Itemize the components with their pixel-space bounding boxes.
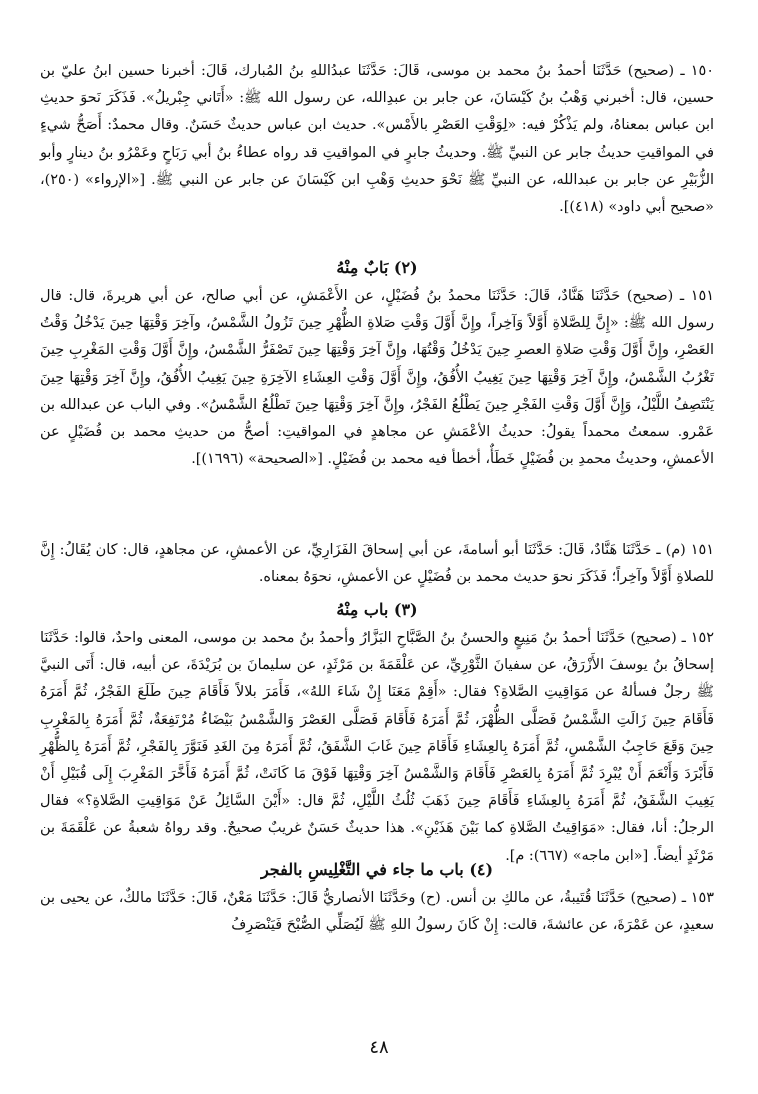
hadith-150: ١٥٠ ـ (صحيح) حَدَّثَنَا أحمدُ بنُ محمد بن موسى، قَالَ: حَدَّثَنَا عبدُاللهِ بنُ المُبارك، قَالَ: أخبرنا حسين ابنُ عليّ بن حسين، قال: أخبرني وَهْبُ بنُ كَيْسَانَ، عن جابر بن عبدِالله، عن رسول الله ﷺ: «أَتَاني جِبْريلُ». فَذَكَرَ نَحوَ حديثِ ابن عباس بمعناهُ، ولم يَذْكُرْ فيه: «لِوَقْتِ العَصْرِ بالأَمْس». حديث ابن عباس حديثٌ حَسَنٌ. وقال محمدٌ: أَصَحُّ شيءٍ في المواقيتِ حديثُ جابر عن النبيِّ ﷺ. وحديثُ جابرٍ في المواقيتِ قد رواه عطاءُ بنُ أبي رَبَاحٍ وعَمْرُو بنُ دينارٍ وأبو الزُّبَيْرِ عن جابر بن عبدالله، عن النبيِّ ﷺ نَحْوَ حديثِ وَهْبِ ابن كَيْسَانَ عن جابر عن النبي ﷺ. [«الإرواء» (٢٥٠)، «صحيح أبي داود» (٤١٨)]. (40, 63, 714, 216)
hadith-151: ١٥١ ـ (صحيح) حَدَّثَنَا هَنَّادٌ، قَالَ: حَدَّثَنَا محمدُ بنُ فُضَيْلٍ، عن الأَعْمَشِ، عن أبي صالح، عن أبي هريرةَ، قال: قال رسول الله ﷺ: «إِنَّ لِلصَّلاةِ أَوَّلاً وَآخِراً، وإِنَّ أَوَّلَ وَقْتِ صَلاةِ الظُّهْرِ حِينَ تَزُولُ الشَّمْسُ، وآخِرَ وَقْتِهَا حِينَ يَدْخُلُ وَقْتُ العَصْرِ، وإِنَّ أَوَّلَ وَقْتِ صَلاةِ العصرِ حِينَ يَدْخُلُ وَقْتُهَا، وإِنَّ آخِرَ وَقْتِهَا حِينَ تَصْفَرُّ الشَّمْسُ، وإِنَّ أَوَّلَ وَقْتِ المَغْرِبِ حِينَ تَغْرُبُ الشَّمْسُ، وإِنَّ آخِرَ وَقْتِهَا حِينَ يَغِيبُ الأُفُقُ، وإِنَّ أَوَّلَ وَقْتِ العِشَاءِ الآخِرَةِ حِينَ يَغِيبُ الأُفُقُ، وإِنَّ آخِرَ وَقْتِهَا حِينَ يَنْتَصِفُ اللَّيْلُ، وَإِنَّ أَوَّلَ وَقْتِ الفَجْرِ حِينَ يَطْلُعُ الفَجْرُ، وإِنَّ آخِرَ وَقْتِهَا حِينَ تَطْلُعُ الشَّمْسُ». وفي الباب عن عبدالله بن عَمْرو. سمعتُ محمداً يقولُ: حديثُ الأعْمَشِ عن مجاهدٍ في المواقيتِ: أصحُّ من حديثِ محمد بن فُضَيْلٍ عن الأعمشِ، وحديثُ محمدِ بن فُضَيْلٍ خَطَأٌ، أخطأ فيه محمد بن فُضَيْلٍ. [«الصحيحة» (١٦٩٦)]. (40, 288, 714, 468)
hadith-153: ١٥٣ ـ (صحيح) حَدَّثَنَا قُتَيبةُ، عن مالكِ بن أنس. (ح) وحَدَّثَنَا الأنصاريُّ قَالَ: حَدَّثَنَا مَعْنٌ، قَالَ: حَدَّثَنَا مالكٌ، عن يحيى بن سعيدٍ، عن عَمْرَةَ، عن عائشةَ، قالت: إِنْ كَانَ رسولُ اللهِ ﷺ لَيُصَلِّي الصُّبْحَ فَيَنْصَرِفُ (40, 890, 714, 934)
chapter-heading-3: (٣) باب مِنْهُ (336, 600, 418, 619)
chapter-heading-4: (٤) باب ما جاء في التَّغْلِيسِ بالفجر (260, 860, 494, 879)
hadith-152: ١٥٢ ـ (صحيح) حَدَّثَنَا أحمدُ بنُ مَنِيعٍ والحسنُ بنُ الصَّبَّاحِ البَزَّارُ وأحمدُ بنُ محمد بن موسى، المعنى واحدٌ، قالوا: حَدَّثَنَا إسحاقُ بنُ يوسفَ الأَزْرَقُ، عن سفيانَ الثَّوْرِيِّ، عن عَلْقَمَةَ بن مَرْثَدٍ، عن سليمانَ بن بُرَيْدَةَ، عن أبيه، قال: أَتَى النبيَّ ﷺ رجلٌ فسألهُ عن مَوَاقِيتِ الصَّلاةِ؟ فقال: «أَقِمْ مَعَنَا إِنْ شَاءَ اللهُ»، فَأَمَرَ بلالاً فَأَقَامَ حِينَ طَلَعَ الفَجْرُ، ثُمَّ أَمَرَهُ فَأَقَامَ حِينَ زَالَتِ الشَّمْسُ فَصَلَّى الظُّهْرَ، ثُمَّ أَمَرَهُ فَأَقَامَ فَصَلَّى العَصْرَ وَالشَّمْسُ بَيْضَاءُ مُرْتَفِعَةٌ، ثُمَّ أَمَرَهُ بِالمَغْرِبِ حِينَ وَقَعَ حَاجِبُ الشَّمْسِ، ثُمَّ أَمَرَهُ بِالعِشَاءِ فَأَقَامَ حِينَ غَابَ الشَّفَقُ، ثُمَّ أَمَرَهُ مِنَ الغَدِ فَنَوَّرَ بِالفَجْرِ، ثُمَّ أَمَرَهُ بِالظُّهْرِ فَأَبْرَدَ وَأَنْعَمَ أَنْ يُبْرِدَ ثُمَّ أَمَرَهُ بِالعَصْرِ فَأَقَامَ وَالشَّمْسُ آخِرَ وَقْتِهَا فَوْقَ مَا كَانَتْ، ثُمَّ أَمَرَهُ فَأَخَّرَ المَغْرِبَ إِلَى قُبَيْلِ أَنْ يَغِيبَ الشَّفَقُ، ثُمَّ أَمَرَهُ بِالعِشَاءِ فَأَقَامَ حِينَ ذَهَبَ ثُلُثُ اللَّيْلِ، ثُمَّ قال: «أَيْنَ السَّائِلُ عَنْ مَوَاقِيتِ الصَّلاةِ؟» فقال الرجلُ: أنا، فقال: «مَوَاقِيتُ الصَّلاةِ كما بَيْنَ هَذَيْنِ». هذا حديثٌ حَسَنٌ غريبٌ صحيحٌ. وقد رواهُ شعبةُ عن عَلْقَمَةَ بن مَرْثَدٍ أيضاً. [«ابن ماجه» (٦٦٧): م]. (40, 630, 714, 864)
page-number: ٤٨ (369, 1037, 389, 1058)
chapter-heading-2: (٢) بَابٌ مِنْهُ (336, 258, 418, 277)
hadith-151m: ١٥١ (م) ـ حَدَّثَنَا هَنَّادٌ، قَالَ: حَدَّثَنَا أبو أسامةَ، عن أبي إسحاقَ الفَزَارِيِّ، عن الأعمشِ، عن مجاهدٍ، قال: كان يُقَالُ: إِنَّ للصلاةِ أَوَّلاً وآخِراً؛ فَذَكَرَ نحوَ حديث محمد بن فُضَيْلٍ عن الأعمشِ، نحوَهُ بمعناه. (40, 542, 714, 586)
